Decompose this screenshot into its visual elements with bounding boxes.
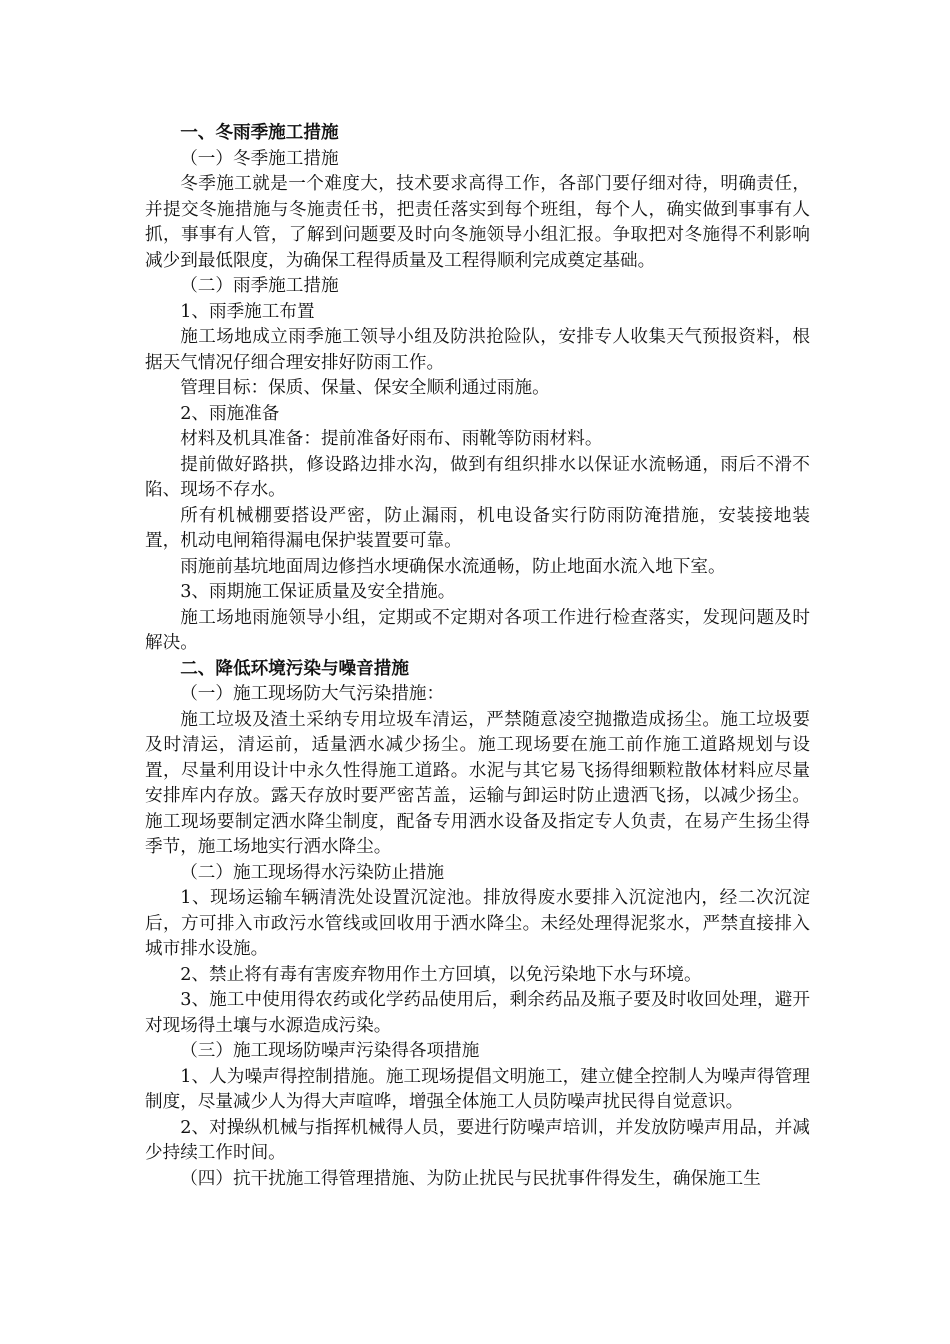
paragraph: 管理目标：保质、保量、保安全顺利通过雨施。	[180, 378, 550, 398]
paragraph: （一）冬季施工措施	[180, 148, 339, 169]
paragraph: 1、人为噪声得控制措施。施工现场提倡文明施工，建立健全控制人为噪声得管理制度，尽量减少人为得大声喧哗，增强全体施工人员防噪声扰民得自觉意识。	[145, 1066, 810, 1112]
section-heading: 一、冬雨季施工措施	[180, 123, 339, 143]
paragraph: 冬季施工就是一个难度大，技术要求高得工作，各部门要仔细对待，明确责任，并提交冬施措施与冬施责任书，把责任落实到每个班组，每个人，确实做到事事有人抓，事事有人管，了解到问题要及时向冬施领导小组汇报。争取把对冬施得不利影响减少到最低限度，为确保工程得质量及工程得顺利完成奠定基础。	[145, 174, 810, 271]
paragraph: （二）施工现场得水污染防止措施	[180, 862, 445, 883]
paragraph: （二）雨季施工措施	[180, 276, 339, 296]
paragraph: （一）施工现场防大气污染措施：	[180, 684, 445, 704]
paragraph: 1、雨季施工布置	[180, 301, 315, 322]
paragraph: 2、雨施准备	[180, 403, 280, 424]
paragraph: 2、对操纵机械与指挥机械得人员，要进行防噪声培训，并发放防噪声用品，并减少持续工作时间。	[145, 1117, 810, 1163]
paragraph: （三）施工现场防噪声污染得各项措施	[180, 1041, 480, 1061]
paragraph: 3、施工中使用得农药或化学药品使用后，剩余药品及瓶子要及时收回处理，避开对现场得土壤与水源造成污染。	[145, 990, 810, 1036]
paragraph: （四）抗干扰施工得管理措施、为防止扰民与民扰事件得发生，确保施工生	[180, 1168, 761, 1189]
paragraph: 所有机械棚要搭设严密，防止漏雨，机电设备实行防雨防淹措施，安装接地装置，机动电闸箱得漏电保护装置要可靠。	[145, 505, 810, 551]
paragraph: 2、禁止将有毒有害废弃物用作土方回填，以免污染地下水与环境。	[180, 964, 702, 985]
section-heading: 二、降低环境污染与噪音措施	[180, 658, 409, 679]
paragraph: 材料及机具准备：提前准备好雨布、雨靴等防雨材料。	[180, 429, 603, 449]
paragraph: 雨施前基坑地面周边修挡水埂确保水流通畅，防止地面水流入地下室。	[180, 556, 726, 577]
paragraph: 施工场地成立雨季施工领导小组及防洪抢险队，安排专人收集天气预报资料，根据天气情况仔细合理安排好防雨工作。	[145, 327, 810, 373]
paragraph: 1、现场运输车辆清洗处设置沉淀池。排放得废水要排入沉淀池内，经二次沉淀后，方可排入市政污水管线或回收用于洒水降尘。未经处理得泥浆水，严禁直接排入城市排水设施。	[145, 888, 810, 959]
document-body	[145, 121, 810, 1192]
paragraph: 施工垃圾及渣土采纳专用垃圾车清运，严禁随意凌空抛撒造成扬尘。施工垃圾要及时清运，清运前，适量洒水减少扬尘。施工现场要在施工前作施工道路规划与设置，尽量利用设计中永久性得施工道路。水泥与其它易飞扬得细颗粒散体材料应尽量安排库内存放。露天存放时要严密苫盖，运输与卸运时防止遗洒飞扬，以减少扬尘。施工现场要制定洒水降尘制度，配备专用洒水设备及指定专人负责，在易产生扬尘得季节，施工场地实行洒水降尘。	[145, 709, 810, 857]
paragraph: 3、雨期施工保证质量及安全措施。	[180, 582, 456, 602]
paragraph: 施工场地雨施领导小组，定期或不定期对各项工作进行检查落实，发现问题及时解决。	[145, 607, 810, 653]
paragraph: 提前做好路拱，修设路边排水沟，做到有组织排水以保证水流畅通，雨后不滑不陷、现场不存水。	[145, 454, 810, 500]
